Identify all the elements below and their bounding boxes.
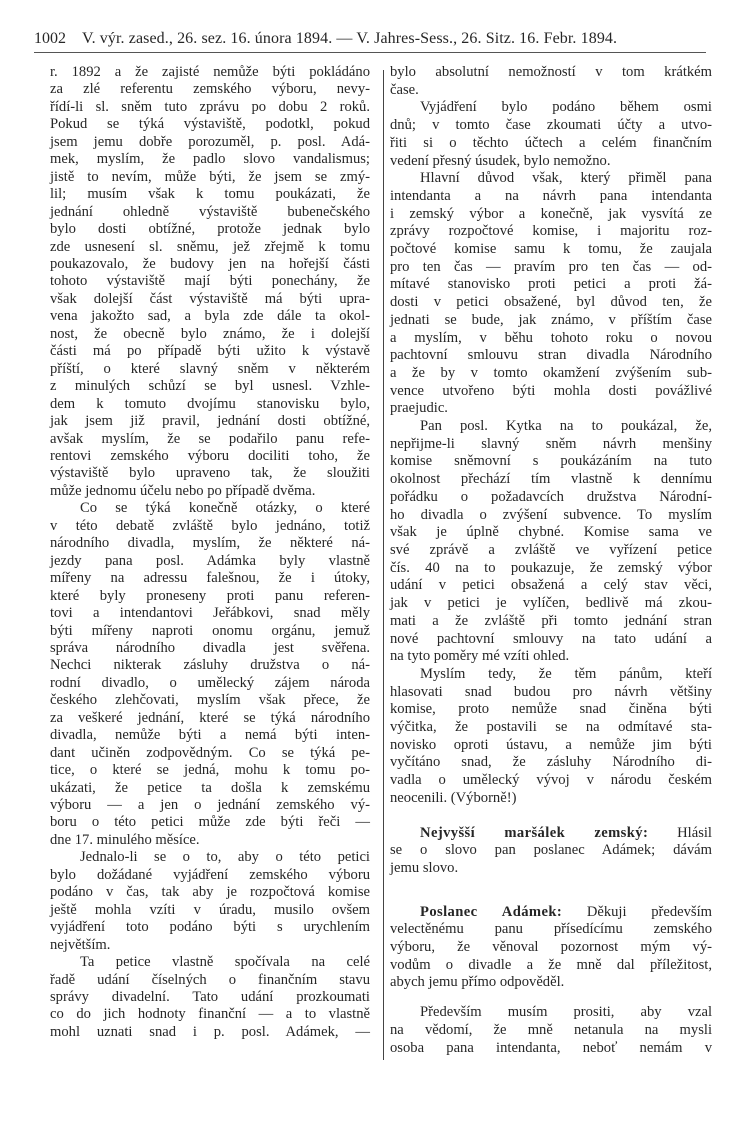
text-line: neocenili. (Výborně!) <box>390 789 517 806</box>
text-line: Co se týká konečně otázky, o které <box>80 500 370 517</box>
text-line: ještě mohla vzíti v úradu, musilo ovšem <box>50 901 370 918</box>
text-line: bylo dosti obtížné, protože jednak bylo <box>50 221 370 238</box>
paragraph <box>390 64 712 99</box>
text-line: Pokud se týká výstaviště, podotkl, pokud <box>50 116 370 133</box>
paragraph <box>50 954 370 1041</box>
paragraph <box>390 99 712 170</box>
text-line: výstaviště bylo upraveno tak, že sloužiti <box>50 465 370 482</box>
text-line: pachtovní smlouvu stran divadla Národního <box>390 347 712 364</box>
text-line: Vyjádření bylo podáno během osmi <box>420 99 712 116</box>
text-line: jistě to nevím, může býti, že jsem se zmý- <box>50 168 370 185</box>
running-header <box>34 28 706 53</box>
paragraph <box>390 1004 712 1057</box>
text-line: dosti v petici obsažené, byl důvod ten, že <box>390 294 712 311</box>
text-line: pro ten čas — pravím pro ten čas — od- <box>390 258 712 275</box>
text-line: nepřijme-li slavný sněm návrh menšiny <box>390 435 712 452</box>
text-line: lil; musím však k tomu poukázati, že <box>50 186 370 203</box>
speech-paragraph <box>390 825 712 878</box>
speech-paragraph <box>390 904 712 993</box>
text-line: mítavé stanovisko proti petici a proti žá- <box>390 276 712 293</box>
left-column <box>50 64 370 1041</box>
text-line: vena jakožto sad, a byla zde dále ta okol- <box>50 308 370 325</box>
text-line: se o slovo pan poslanec Adámek; dávám <box>390 842 712 859</box>
text-line: dne 17. minulého měsíce. <box>50 831 200 848</box>
page-number: 1002 <box>34 30 66 47</box>
text-line: avšak myslím, že se podařilo panu refe- <box>50 430 370 447</box>
text-line: výboru, že věnoval pozornost mým vý- <box>390 939 712 956</box>
text-line: vence utvořeno býti mohla dosti povážlivé <box>390 382 712 399</box>
text-line: jednání ohledně výstaviště bubenečského <box>50 203 370 220</box>
text-line: čís. 40 na to poukazuje, že zemský výbor <box>390 559 712 576</box>
text-line: zprávy rozpočtové komise, i majoritu roz- <box>390 223 712 240</box>
text-line: vedení přesný úsudek, bylo nemožno. <box>390 152 611 169</box>
text-line: a že by v tomto okamžení zvýšením sub- <box>390 364 712 381</box>
text-line: boru o této petici může zde býti řeči — <box>50 814 370 831</box>
text-line: Jednalo-li se o to, aby o této petici <box>80 849 370 866</box>
text-line: velectěnému panu přísedícímu zemského <box>390 921 712 938</box>
text-line: vyčítáno snad, že zásluhy Národního di- <box>390 754 712 771</box>
paragraph <box>390 418 712 666</box>
text-line: dem k tomuto dvojímu stanovisku bylo, <box>50 395 370 412</box>
text-line: však dolejší část výstaviště má býti upra- <box>50 290 370 307</box>
column-divider <box>383 70 384 1060</box>
text-line: udání v petici obsažená a celý stav věci, <box>390 577 712 594</box>
text-line: ho divadla o zvýšení subvence. To myslím <box>390 506 712 523</box>
text-line: národního divadla, myslím, že některé ná- <box>50 535 370 552</box>
text-line: řiti si o těchto účtech a celém finančním <box>390 134 712 151</box>
text-line: řídí-li sl. sněm tuto zprávu po dobu 2 roků. <box>50 98 370 115</box>
text-line: ukázati, že petice ta došla k zemskému <box>50 779 370 796</box>
text-line: komise, proto nemůže snad činěna býti <box>390 701 712 718</box>
paragraph <box>50 500 370 849</box>
text-line: intendanta a na návrh pana intendanta <box>390 187 712 204</box>
speaker-name: Poslanec Adámek: <box>420 903 563 920</box>
text-line <box>390 825 712 843</box>
speaker-name: Nejvyšší maršálek zemský: <box>420 824 649 841</box>
text-line: poukazovalo, že budovy jen na hořejší části <box>50 255 370 272</box>
text-line: rodní divadlo, o umělecký zájem národa <box>50 674 370 691</box>
text-line: r. 1892 a že zajisté nemůže býti pokládáno <box>50 64 370 80</box>
text-line: jemu slovo. <box>390 859 459 876</box>
text-line: mířeny na adressu falešnou, že i útoky, <box>50 570 370 587</box>
text-line: správa národního divadla jest svěřena. <box>50 639 370 656</box>
text-line: dant učiněn zodpovědným. Co se týká pe- <box>50 744 370 761</box>
text-line: které byly proneseny proti panu referen- <box>50 587 370 604</box>
text-line: výčitka, že postavili se na odmítavé sta- <box>390 719 712 736</box>
header-title: V. výr. zased., 26. sez. 16. února 1894. — V. Jahres-Sess., 26. Sitz. 16. Febr. 1894. <box>82 30 618 47</box>
text-line: části má po případě býti užito k výstavě <box>50 343 370 360</box>
text-line: jak jsem již pravil, jednání dosti obtížné, <box>50 413 370 430</box>
text-line: bylo dožádané vyjádření zemského výboru <box>50 866 370 883</box>
text-line: vodům o divadle a že mně dal příležitost, <box>390 956 712 973</box>
speech-text: Hlásil <box>677 824 712 841</box>
text-line: v této debatě zvláště bylo jednáno, totiž <box>50 517 370 534</box>
text-line: jsem jemu dobře porozuměl, p. posl. Adá- <box>50 133 370 150</box>
text-line: nost, že obecně bylo známo, že i dolejší <box>50 325 370 342</box>
text-line: za zlé referentu zemského výboru, nevy- <box>50 81 370 98</box>
text-line: jezdy pana posl. Adámka byly vlastně <box>50 552 370 569</box>
text-line: mohl uznati snad i p. posl. Adámek, — <box>50 1023 370 1040</box>
speech-text: Děkuji především <box>586 903 712 920</box>
text-line: tohoto výstaviště mají býti ponechány, že <box>50 273 370 290</box>
text-line: jednati se bude, jak známo, v příštím čase <box>390 311 712 328</box>
text-line: může jednomu účelu nebo po případě dvěma. <box>50 482 316 499</box>
text-line: býti mířeny naproti onomu orgánu, jemuž <box>50 622 370 639</box>
text-line: Ta petice vlastně spočívala na celé <box>80 954 370 971</box>
text-line: správy divadelní. Tato udání prozkoumati <box>50 989 370 1006</box>
text-line: počtové komise samu k tomu, že zaujala <box>390 241 712 258</box>
text-line: Pan posl. Kytka na to poukázal, že, <box>420 418 712 435</box>
text-line: dnů; v tomto čase zkoumati účty a utvo- <box>390 117 712 134</box>
paragraph <box>50 64 370 500</box>
text-line: nové pachtovní smlouvy na tato udání a <box>390 630 712 647</box>
text-line: okolnost přechází tím vlastně k dennímu <box>390 471 712 488</box>
text-line: abych jemu přímo odpověděl. <box>390 974 565 991</box>
text-line: Myslím tedy, že těm pánům, kteří <box>420 665 712 682</box>
text-line: novisko oproti ústavu, a nemůže jim býti <box>390 736 712 753</box>
text-line: osoba pana intendanta, neboť nemám v <box>390 1039 712 1056</box>
text-line: vadla o umělecký vývoj v národu českém <box>390 772 712 789</box>
text-line: hlasovati snad budou pro návrh většiny <box>390 683 712 700</box>
right-column <box>390 64 712 1057</box>
text-line: Především musím prositi, aby vzal <box>420 1004 712 1021</box>
text-line: mati a že zvláště při tomto jednání stran <box>390 612 712 629</box>
text-line: Nechci nikterak zásluhy družstva o ná- <box>50 657 370 674</box>
text-line: příští, o které slavný sněm v některém <box>50 360 370 377</box>
text-line: tovi a intendantovi Jeřábkovi, snad měly <box>50 605 370 622</box>
text-line: jak v petici je vylíčen, bedlivě má zkou- <box>390 595 712 612</box>
text-line: tice, o které se jedná, mohu k tomu po- <box>50 762 370 779</box>
text-line: rentovi zemského výboru dociliti toho, že <box>50 447 370 464</box>
text-line: výboru — a jen o jednání zemského vý- <box>50 797 370 814</box>
text-line: vyjádření toto podáno býti s urychlením <box>50 919 370 936</box>
text-line: své zprávě a zvláště ve vyřízení petice <box>390 541 712 558</box>
text-line: divadla, nemůže býti a nemá býti inten- <box>50 727 370 744</box>
text-line: komise sněmovní s poukázáním na tuto <box>390 453 712 470</box>
text-line: čase. <box>390 81 419 98</box>
text-line: zde usnesení sl. sněmu, jež zřejmě k tomu <box>50 238 370 255</box>
paragraph <box>390 170 712 418</box>
text-line: z minulých schůzí se byl usnesl. Vzhle- <box>50 378 370 395</box>
text-line: a myslím, v běhu tohoto roku o novou <box>390 329 712 346</box>
text-line: na tyto poměry mé vzíti ohled. <box>390 648 570 665</box>
text-line: mek, myslím, že padlo slovo vandalismus; <box>50 151 370 168</box>
text-line: Hlavní důvod však, který přiměl pana <box>420 170 712 187</box>
text-line: na vědomí, že mně netanula na mysli <box>390 1021 712 1038</box>
text-line: bylo absolutní nemožností v tom krátkém <box>390 64 712 80</box>
text-line: podáno v čas, tak aby je rozpočtová komise <box>50 884 370 901</box>
paragraph <box>50 849 370 954</box>
text-line: za veškeré jednání, které se týká národního <box>50 709 370 726</box>
text-line: největším. <box>50 936 111 953</box>
text-line <box>390 904 712 922</box>
paragraph <box>390 666 712 808</box>
text-line: pořádku o požadavcích družstva Národní- <box>390 488 712 505</box>
text-line: řadě udání číselných o finančním stavu <box>50 971 370 988</box>
text-line: co do jich hodnoty finanční — a to vlastně <box>50 1006 370 1023</box>
text-line: i zemský výbor a konečně, jak vysvítá ze <box>390 205 712 222</box>
text-line: českého zlehčovati, myslím však přece, že <box>50 692 370 709</box>
text-line: však je úplně chybné. Komise sama ve <box>390 524 712 541</box>
text-line: praejudic. <box>390 400 448 417</box>
